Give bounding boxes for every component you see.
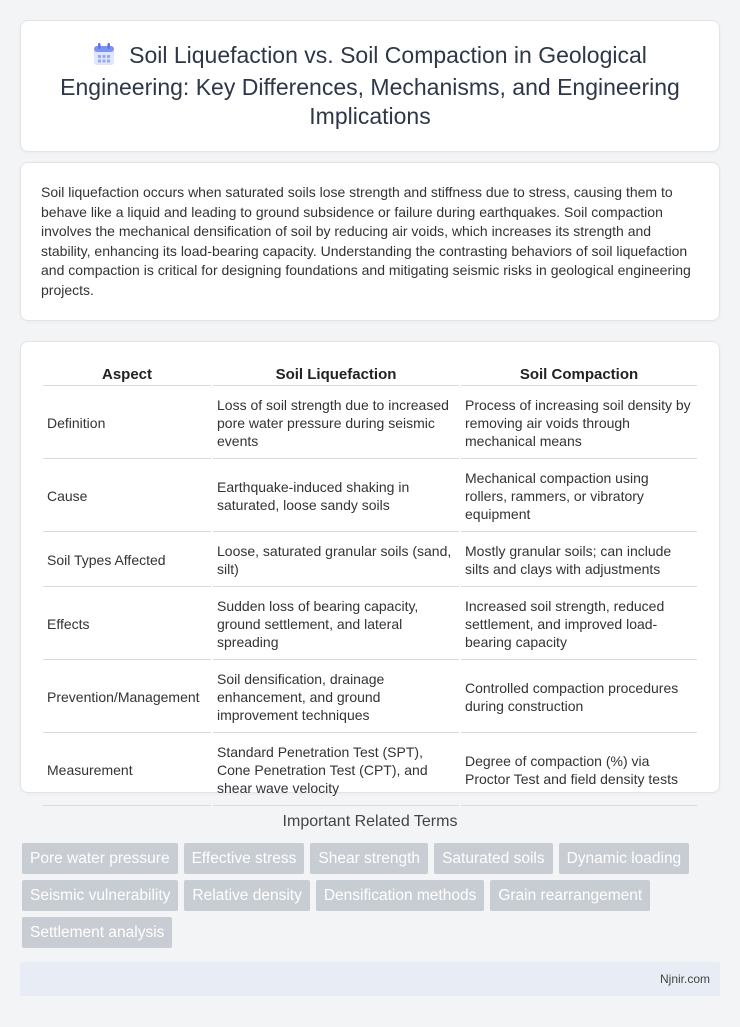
intro-paragraph: Soil liquefaction occurs when saturated soils lose strength and stiffness due to stress, causing them to behave like a liquid and leading to ground subsidence or failure during earthquakes. Soil compaction involves the mechanical densification of soil by reducing air voids, which increases its strength and stability, enhancing its load-bearing capacity. Understanding the contrasting behaviors of soil liquefaction and compaction is critical for designing foundations and mitigating seismic risks in geological engineering projects.	[41, 184, 691, 298]
cell-compaction: Process of increasing soil density by removing air voids through mechanical means	[461, 388, 697, 459]
cell-aspect: Effects	[43, 589, 211, 660]
tag-effective-stress[interactable]: Effective stress	[184, 843, 305, 874]
table-row	[43, 388, 697, 459]
cell-compaction: Mechanical compaction using rollers, rammers, or vibratory equipment	[461, 461, 697, 532]
tag-shear-strength[interactable]: Shear strength	[310, 843, 428, 874]
tag-saturated-soils[interactable]: Saturated soils	[434, 843, 553, 874]
table-header-row	[43, 364, 697, 386]
cell-liquefaction: Loss of soil strength due to increased pore water pressure during seismic events	[213, 388, 459, 459]
cell-aspect: Cause	[43, 461, 211, 532]
cell-aspect: Prevention/Management	[43, 662, 211, 733]
cell-compaction: Increased soil strength, reduced settlement, and improved load-bearing capacity	[461, 589, 697, 660]
cell-liquefaction: Standard Penetration Test (SPT), Cone Penetration Test (CPT), and shear wave velocity	[213, 735, 459, 806]
cell-compaction: Degree of compaction (%) via Proctor Test and field density tests	[461, 735, 697, 806]
page-title-text: Soil Liquefaction vs. Soil Compaction in Geological Engineering: Key Differences, Mechanisms, and Engineering Implications	[60, 42, 680, 129]
cell-aspect: Soil Types Affected	[43, 534, 211, 587]
table-row	[43, 589, 697, 660]
cell-compaction: Mostly granular soils; can include silts and clays with adjustments	[461, 534, 697, 587]
footer	[20, 962, 720, 996]
comparison-table	[41, 362, 699, 808]
table-row	[43, 461, 697, 532]
tag-seismic-vulnerability[interactable]: Seismic vulnerability	[22, 880, 178, 911]
related-terms-heading: Important Related Terms	[282, 813, 458, 830]
table-row	[43, 662, 697, 733]
cell-liquefaction: Loose, saturated granular soils (sand, silt)	[213, 534, 459, 587]
tag-pore-water-pressure[interactable]: Pore water pressure	[22, 843, 178, 874]
intro-card	[20, 162, 720, 321]
cell-liquefaction: Sudden loss of bearing capacity, ground settlement, and lateral spreading	[213, 589, 459, 660]
cell-liquefaction: Earthquake-induced shaking in saturated, loose sandy soils	[213, 461, 459, 532]
footer-site-link[interactable]: Njnir.com	[659, 972, 710, 986]
calendar-icon	[93, 42, 115, 73]
tag-settlement-analysis[interactable]: Settlement analysis	[22, 917, 172, 948]
tag-grain-rearrangement[interactable]: Grain rearrangement	[490, 880, 650, 911]
tag-densification-methods[interactable]: Densification methods	[316, 880, 485, 911]
cell-aspect: Measurement	[43, 735, 211, 806]
tag-dynamic-loading[interactable]: Dynamic loading	[559, 843, 690, 874]
related-terms-section	[0, 813, 740, 948]
tag-relative-density[interactable]: Relative density	[184, 880, 309, 911]
page-title	[51, 41, 689, 131]
header-soil-compaction: Soil Compaction	[461, 364, 697, 386]
header-soil-liquefaction: Soil Liquefaction	[213, 364, 459, 386]
cell-aspect: Definition	[43, 388, 211, 459]
cell-compaction: Controlled compaction procedures during construction	[461, 662, 697, 733]
table-row	[43, 534, 697, 587]
related-terms-tags	[0, 843, 740, 948]
table-row	[43, 735, 697, 806]
title-card	[20, 20, 720, 152]
header-aspect: Aspect	[43, 364, 211, 386]
comparison-table-card	[20, 341, 720, 796]
cell-liquefaction: Soil densification, drainage enhancement, and ground improvement techniques	[213, 662, 459, 733]
